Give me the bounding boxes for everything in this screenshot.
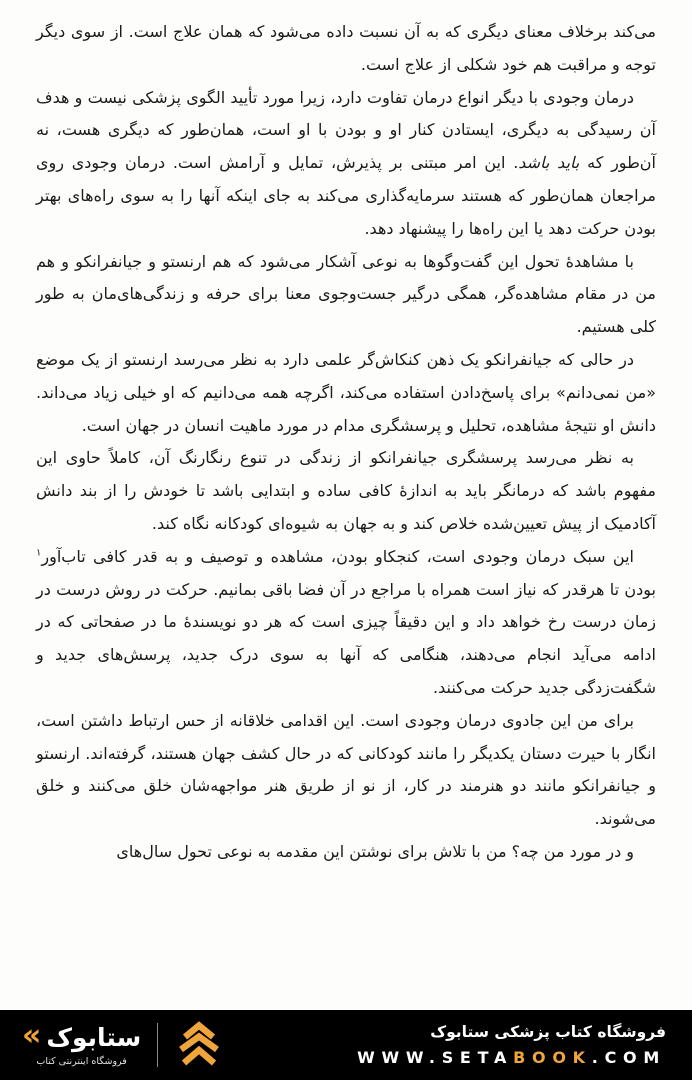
url-book: BOOK — [513, 1048, 592, 1067]
paragraph — [36, 82, 656, 246]
paragraph — [36, 16, 656, 82]
text-run: این سبک درمان وجودی است، کنجکاو بودن، مشاهده و توصیف و به قدر کافی تاب‌آور — [41, 546, 634, 566]
paragraph — [36, 246, 656, 344]
url-www: WWW. — [357, 1048, 442, 1067]
logo-wordmark-row — [22, 1018, 142, 1053]
text-run: به نظر می‌رسد پرسشگری جیانفرانکو از زندگی در تنوع رنگارنگ آن، کاملاً حاوی این مفهوم باشد که درمانگر باید به اندازۀ کافی ساده و ابتدایی باشد تا خودش را از بند دانش آکادمیک از پیش تعیین‌شده خلاص کند و به جهان به شیوه‌ای کودکانه نگاه کند. — [36, 448, 656, 533]
setabook-logo — [22, 1018, 142, 1067]
paragraph — [36, 344, 656, 442]
text-run: با مشاهدۀ تحول این گفت‌وگوها به نوعی آشکار می‌شود که هم ارنستو و جیانفرانکو و هم من در مقام مشاهده‌گر، همگی درگیر جست‌وجوی معنا برای حرفه و زندگی‌های‌مان به طور کلی هستیم. — [36, 251, 656, 337]
paragraph — [36, 442, 656, 540]
text-run: درمان وجودی با دیگر انواع درمان تفاوت دارد، زیرا مورد تأیید الگوی پزشکی نیست و هدف آن رسیدگی به دیگری، ایستادن کنار او و بودن با او است، همان‌طور که دیگری هست، نه آن‌طور که — [36, 87, 656, 173]
url-seta: SETA — [441, 1048, 514, 1067]
url-com: .COM — [591, 1048, 666, 1067]
paragraph — [36, 836, 656, 869]
footer-brand-group — [22, 1020, 224, 1070]
text-run: باید باشد — [518, 153, 580, 173]
store-name: فروشگاه کتاب پزشکی ستابوک — [430, 1023, 666, 1041]
paragraph — [36, 541, 656, 705]
logo-tagline: فروشگاه اینترنتی کتاب — [36, 1056, 127, 1067]
text-run: برای من این جادوی درمان وجودی است. این اقدامی خلاقانه از حس ارتباط داشتن است، انگار با حیرت دستان یکدیگر را مانند کودکانی که در حال کشف جهان هستند، گرفته‌اند. ارنستو و جیانفرانکو مانند دو هنرمند در کار، از نو از طریق هنر مواجهه‌شان خلق می‌کنند و خلق می‌شوند. — [36, 710, 656, 829]
footer-divider — [157, 1023, 158, 1067]
text-run: بودن تا هرقدر که نیاز است همراه با مراجع در آن فضا باقی بمانیم. حرکت در روش درست در زمان درست رخ خواهد داد و این دقیقاً چیزی است که هر دو نویسندۀ ما در صفحاتی که در ادامه می‌آید انجام می‌دهند، هنگامی که آنها به سوی درک جدید، پرسش‌های جدید و شگفت‌زدگی جدید حرکت می‌کنند. — [36, 579, 656, 697]
footer-bar — [0, 1010, 692, 1080]
chevrons-icon: « — [22, 1018, 42, 1053]
text-run: و در مورد من چه؟ من با تلاش برای نوشتن این مقدمه به نوعی تحول سال‌های — [116, 841, 634, 861]
footer-store-info — [357, 1023, 666, 1067]
text-run: می‌کند برخلاف معنای دیگری که به آن نسبت داده می‌شود که همان علاج است. از سوی دیگر توجه و مراقبت هم خود شکلی از علاج است. — [36, 22, 656, 74]
text-run: در حالی که جیانفرانکو یک ذهن کنکاش‌گر علمی دارد به نظر می‌رسد ارنستو از یک موضع «من نمی‌دانم» برای پاسخ‌دادن استفاده می‌کند، اگرچه همه می‌دانیم که او خیلی زیاد می‌داند. دانش او نتیجۀ مشاهده، تحلیل و پرسشگری مدام در مورد ماهیت انسان در جهان است. — [36, 349, 656, 435]
footnote-marker: ۱ — [36, 547, 42, 559]
text-run: . این امر مبتنی بر پذیرش، تمایل و آرامش است. درمان وجودی روی مراجعان همان‌طور که هستند سرمایه‌گذاری می‌کند به جای اینکه آنها را به سوی راه‌های بهتر بودن حرکت دهد یا این راه‌ها را پیشنهاد دهد. — [36, 153, 656, 238]
paragraph — [36, 705, 656, 836]
setabook-emblem-icon — [174, 1020, 224, 1070]
website-url[interactable] — [357, 1048, 666, 1067]
logo-wordmark: ستابوک — [46, 1023, 142, 1053]
